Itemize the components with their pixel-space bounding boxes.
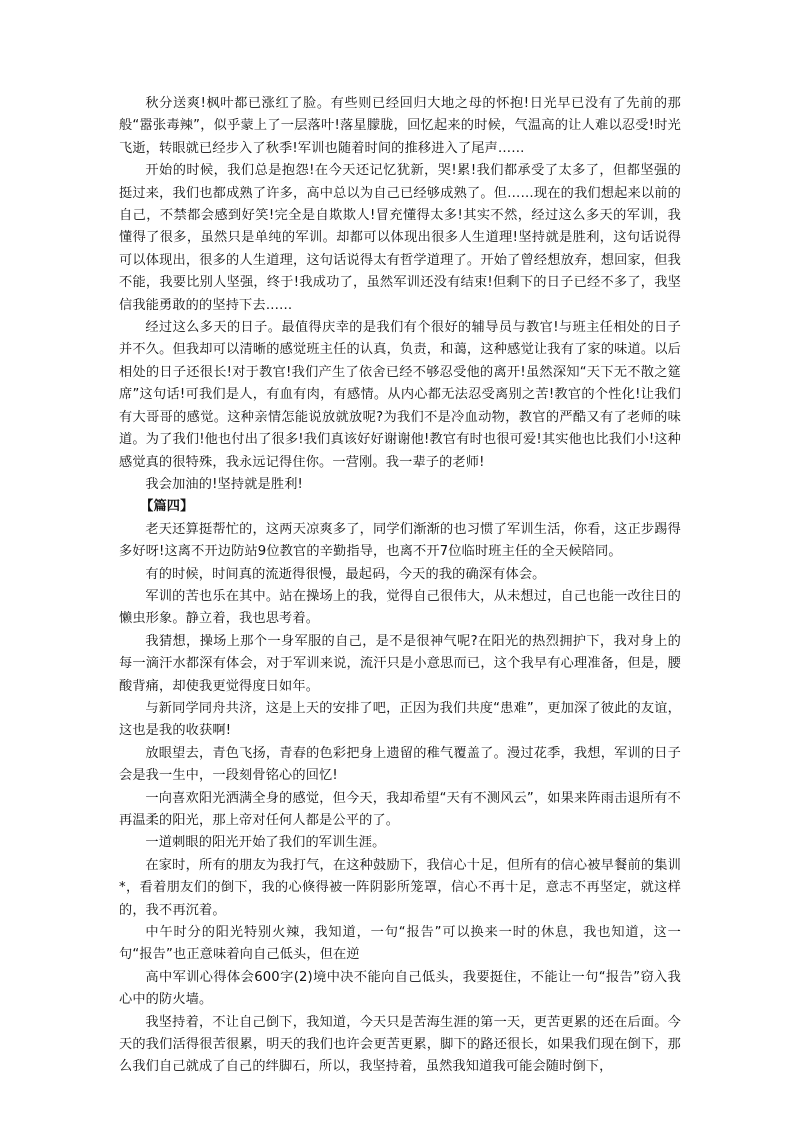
paragraph: 经过这么多天的日子。最值得庆幸的是我们有个很好的辅导员与教官!与班主任相处的日子并不久。但我却可以清晰的感觉班主任的认真，负责，和蔼，这种感觉让我有了家的味道。以后相处的日子还很长!对于教官!我们产生了依舍已经不够忍受他的离开!虽然深知“天下无不散之筵席”这句话!可我们是人，有血有肉，有感情。从内心都无法忍受离别之苦!教官的个性化!让我们有大哥哥的感觉。这种亲情怎能说放就放呢?为我们不是冷血动物，教官的严酷又有了老师的味道。为了我们!他也付出了很多!我们真该好好谢谢他!教官有时也很可爱!其实他也比我们小!这种感觉真的很特殊，我永远记得住你。一营刚。我一辈子的老师! [119,320,681,470]
paragraph: 中午时分的阳光特别火辣，我知道，一句“报告”可以换来一时的休息，我也知道，这一句“报告”也正意味着向自己低头，但在逆 [119,925,681,963]
paragraph: 放眼望去，青色飞扬，青春的色彩把身上遗留的稚气覆盖了。漫过花季，我想，军训的日子会是我一生中，一段刻骨铭心的回忆! [119,745,681,784]
paragraph: 在家时，所有的朋友为我打气，在这种鼓励下，我信心十足，但所有的信心被早餐前的集训*，看着朋友们的倒下，我的心倏得被一阵阴影所笼罩，信心不再十足，意志不再坚定，就这样的，我不再沉着。 [119,857,681,918]
paragraph: 与新同学同舟共济，这是上天的安排了吧，正因为我们共度“患难”，更加深了彼此的友谊，这也是我的收获啊! [119,700,681,739]
paragraph: 一道刺眼的阳光开始了我们的军训生涯。 [145,835,386,851]
paragraph: 我猜想，操场上那个一身军服的自己，是不是很神气呢?在阳光的热烈拥护下，我对身上的每一滴汗水都深有体会，对于军训来说，流汗只是小意思而已，这个我早有心理准备，但是，腰酸背痛，却使我更觉得度日如年。 [119,633,681,694]
document-body [119,93,681,1079]
paragraph: 我会加油的!坚持就是胜利! [145,476,303,492]
paragraph: 军训的苦也乐在其中。站在操场上的我，觉得自己很伟大，从未想过，自己也能一改往日的懒虫形象。静立着，我也思考着。 [119,588,681,627]
paragraph: 一向喜欢阳光洒满全身的感觉，但今天，我却希望“天有不测风云”，如果来阵雨击退所有不再温柔的阳光，那上帝对任何人都是公平的了。 [119,790,681,828]
section-title: 【篇四】 [140,499,194,515]
paragraph: 有的时候，时间真的流逝得很慢，最起码，今天的我的确深有体会。 [145,566,546,582]
paragraph: 秋分送爽!枫叶都已涨红了脸。有些则已经回归大地之母的怀抱!日光早已没有了先前的那般“嚣张毒辣”，似乎蒙上了一层落叶!落星朦胧，回忆起来的时候，气温高的让人难以忍受!时光飞逝，转眼就已经步入了秋季!军训也随着时间的推移进入了尾声…… [119,96,681,156]
paragraph: 开始的时候，我们总是抱怨!在今天还记忆犹新，哭!累!我们都承受了太多了，但都坚强的挺过来，我们也都成熟了许多，高中总以为自己已经够成熟了。但……现在的我们想起来以前的自己，不禁都会感到好笑!完全是自欺欺人!冒充懂得太多!其实不然，经过这么多天的军训，我懂得了很多，虽然只是单纯的军训。却都可以体现出很多人生道理!坚持就是胜利，这句话说得可以体现出，很多的人生道理，这句话说得太有哲学道理了。开始了曾经想放弃，想回家，但我不能，我要比别人坚强，终于!我成功了，虽然军训还没有结束!但剩下的日子已经不多了，我坚信我能勇敢的的坚持下去…… [119,163,681,313]
paragraph: 我坚持着，不让自己倒下，我知道，今天只是苦海生涯的第一天，更苦更累的还在后面。今天的我们活得很苦很累，明天的我们也许会更苦更累，脚下的路还很长，如果我们现在倒下，那么我们自己就成了自己的绊脚石，所以，我坚持着，虽然我知道我可能会随时倒下， [119,1014,681,1075]
paragraph: 老天还算挺帮忙的，这两天凉爽多了，同学们渐渐的也习惯了军训生活，你看，这正步踢得多好呀!这离不开边防站9位教官的辛勤指导，也离不开7位临时班主任的全天候陪同。 [119,521,681,560]
paragraph: 高中军训心得体会600字(2)境中决不能向自己低头，我要挺住，不能让一句“报告”窃入我心中的防火墙。 [119,969,681,1008]
